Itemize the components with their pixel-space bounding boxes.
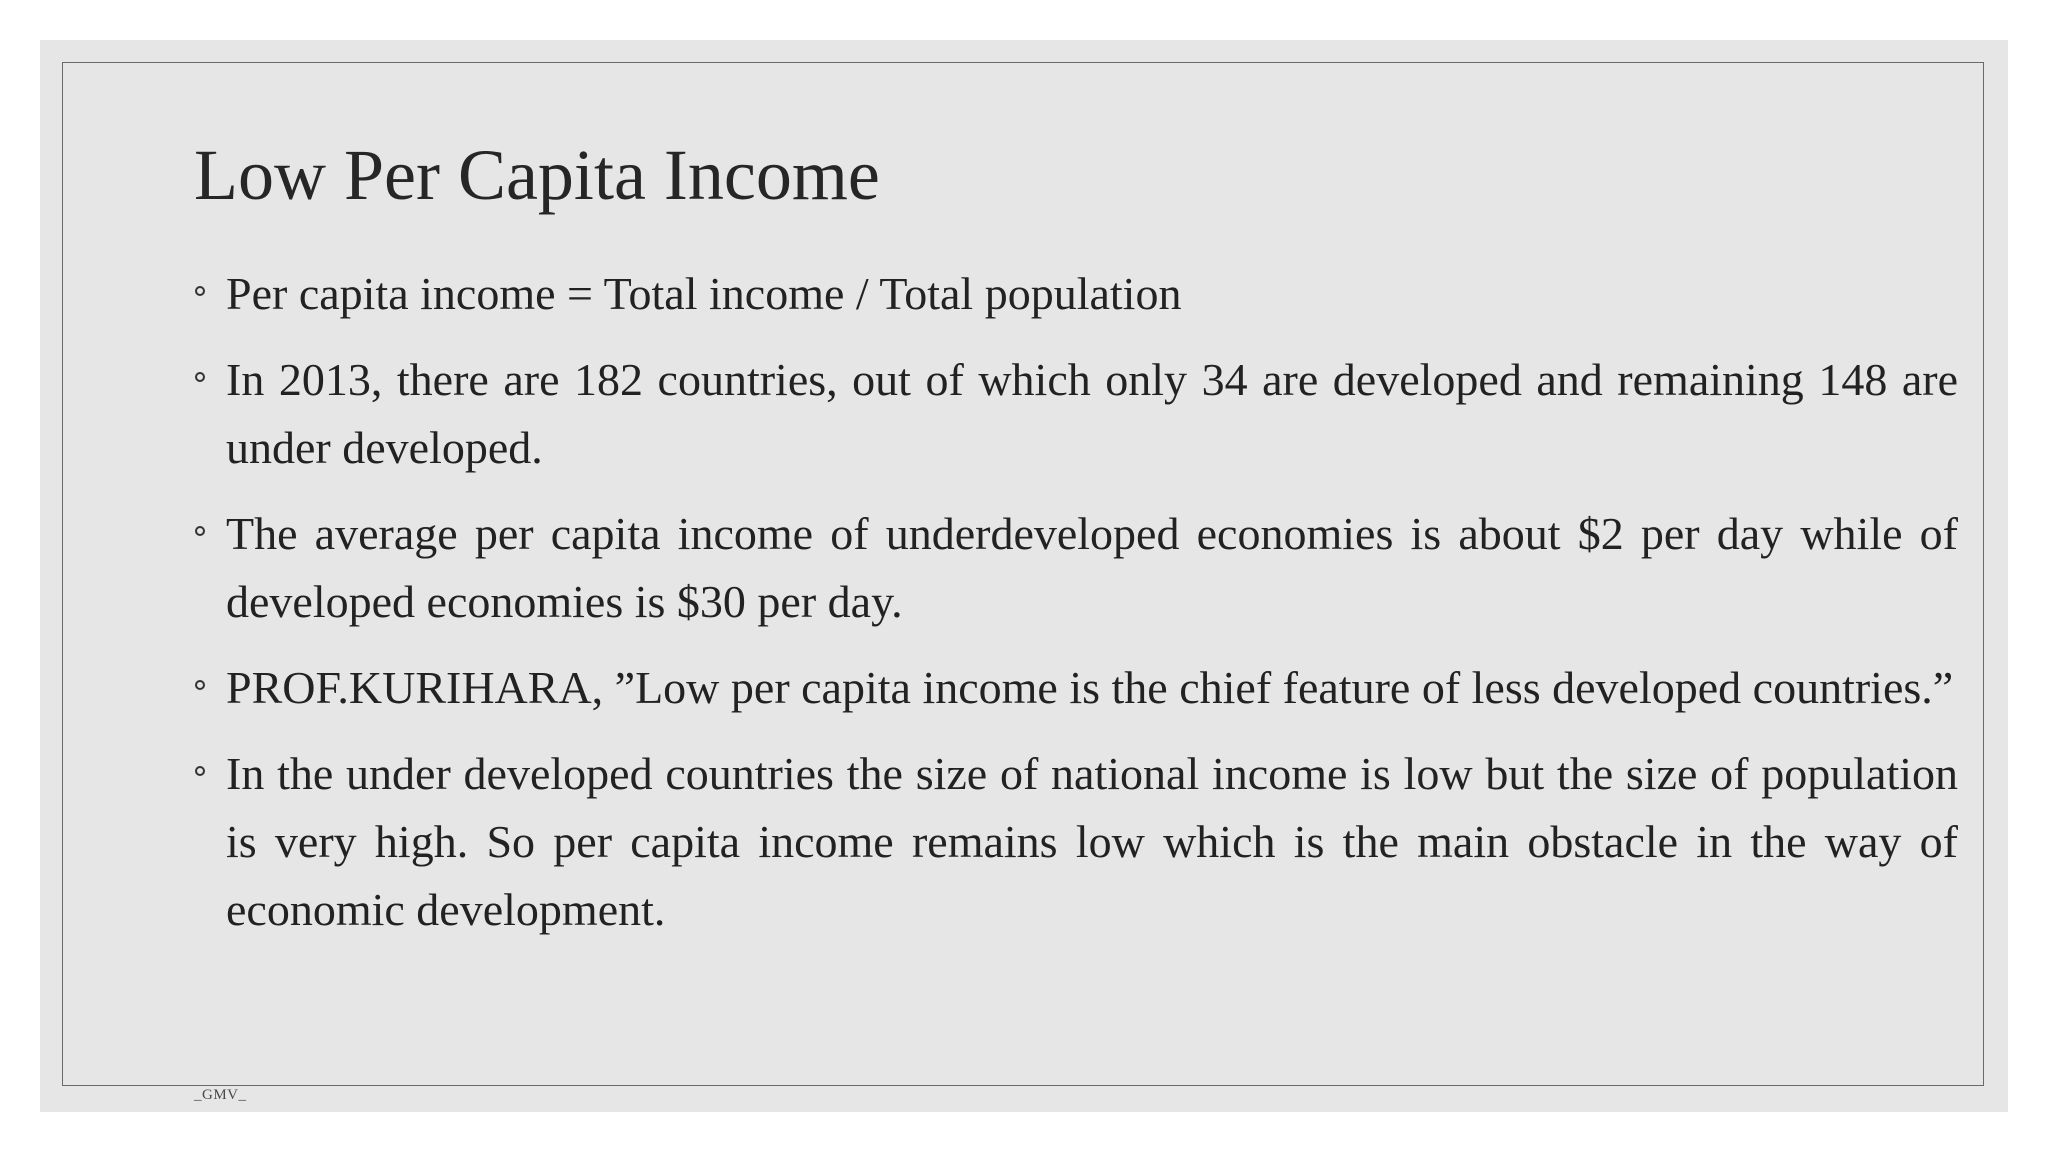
bullet-text: In 2013, there are 182 countries, out of which only 34 are developed and remaining 148 are under developed. bbox=[226, 354, 1958, 473]
hollow-circle-bullet-icon bbox=[195, 526, 205, 536]
bullet-item bbox=[194, 740, 1958, 944]
bullet-list bbox=[194, 260, 1958, 962]
footer-signature: _GMV_ bbox=[194, 1087, 247, 1103]
bullet-text: Per capita income = Total income / Total population bbox=[226, 268, 1182, 319]
bullet-text: PROF.KURIHARA, ”Low per capita income is the chief feature of less developed countries.” bbox=[226, 662, 1954, 713]
bullet-item bbox=[194, 260, 1958, 328]
hollow-circle-bullet-icon bbox=[195, 372, 205, 382]
slide bbox=[40, 40, 2008, 1112]
hollow-circle-bullet-icon bbox=[195, 680, 205, 690]
hollow-circle-bullet-icon bbox=[195, 766, 205, 776]
bullet-text: The average per capita income of underdeveloped economies is about $2 per day while of developed economies is $30 per day. bbox=[226, 508, 1958, 627]
bullet-text: In the under developed countries the size of national income is low but the size of population is very high. So per capita income remains low which is the main obstacle in the way of economic development. bbox=[226, 748, 1958, 935]
hollow-circle-bullet-icon bbox=[195, 286, 205, 296]
slide-title: Low Per Capita Income bbox=[194, 135, 880, 215]
bullet-item bbox=[194, 346, 1958, 482]
bullet-item bbox=[194, 654, 1958, 722]
bullet-item bbox=[194, 500, 1958, 636]
